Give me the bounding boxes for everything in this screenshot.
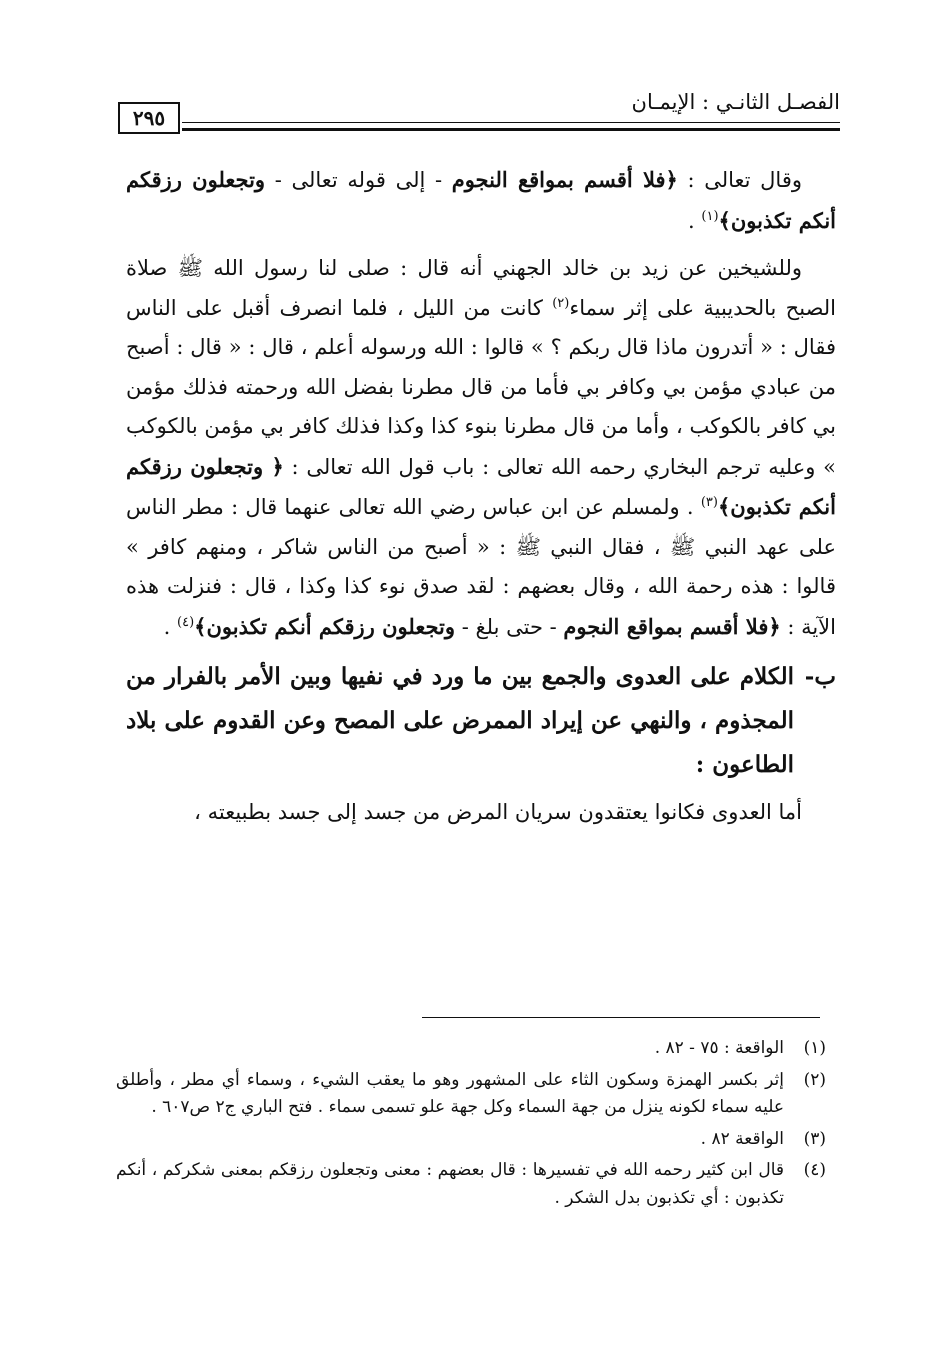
page-header (118, 84, 840, 136)
quran-quote: ﴿ وتجعلون رزقكم أنكم تكذبون﴾ (126, 453, 836, 519)
text-segment: . (688, 208, 702, 233)
footnote-number: (٤) (803, 1160, 826, 1180)
chapter-title: الفصـل الثانـي : الإيمـان (631, 90, 840, 114)
footnote-ref-3: (٣) (700, 495, 718, 510)
text-segment: - حتى بلغ - (455, 614, 564, 639)
main-text (126, 160, 836, 841)
text-segment: . ولمسلم عن ابن عباس رضي الله تعالى عنهما قال : مطر الناس على عهد النبي ﷺ ، فقال النبي ﷺ : « أصبح من الناس شاكر ، ومنهم كافر » قالوا : هذه رحمة الله ، وقال بعضهم : لقد صدق نوء كذا وكذا ، قال : فنزلت هذه الآية : (126, 495, 836, 639)
footnote-ref-4: (٤) (177, 614, 195, 630)
footnote-2 (116, 1067, 826, 1122)
quran-quote: وتجعلون رزقكم أنكم تكذبون﴾ (126, 167, 836, 233)
paragraph-1 (126, 160, 836, 241)
footnote-text: إثر بكسر الهمزة وسكون الثاء على المشهور وهو ما يعقب الشيء ، وسماء أي مطر ، وأطلق عليه سماء لكونه ينزل من جهة السماء وكل جهة علو تسمى سماء . فتح الباري ج٢ ص٦٠٧ . (116, 1069, 784, 1117)
section-letter: ب- (804, 663, 836, 690)
footnote-text: قال ابن كثير رحمه الله في تفسيرها : قال بعضهم : معنى وتجعلون رزقكم بمعنى شكركم ، أنكم تكذبون : أي تكذبون بدل الشكر . (116, 1160, 785, 1208)
quran-quote: ﴿فلا أقسم بمواقع النجوم (563, 613, 781, 639)
text-segment: . (163, 614, 178, 639)
paragraph-2 (126, 249, 836, 647)
section-heading-text: الكلام على العدوى والجمع بين ما ورد في نفيها وبين الأمر بالفرار من المجذوم ، والنهي عن إيراد الممرض على المصح وعن القدوم على بلاد الطاعون : (126, 663, 794, 778)
text-segment: وللشيخين عن زيد بن خالد الجهني أنه قال : صلى لنا رسول الله ﷺ صلاة الصبح بالحديبية على إثر سماء (126, 256, 837, 320)
text-segment: - إلى قوله تعالى - (265, 168, 452, 192)
paragraph-3: أما العدوى فكانوا يعتقدون سريان المرض من جسد إلى جسد بطبيعته ، (194, 800, 802, 824)
quran-quote: ﴿فلا أقسم بمواقع النجوم (451, 167, 678, 192)
footnote-text: الواقعة : ٧٥ - ٨٢ . (654, 1038, 784, 1058)
footnote-ref-1: (١) (701, 208, 719, 224)
footnote-4 (116, 1157, 826, 1212)
footnote-number: (٣) (803, 1128, 826, 1149)
page-number: ٢٩٥ (118, 102, 180, 134)
footnote-number: (٢) (803, 1069, 826, 1090)
text-segment: وقال تعالى : (677, 168, 802, 192)
text-segment: كانت من الليل ، فلما انصرف أقبل على الناس فقال : « أتدرون ماذا قال ربكم ؟ » قالوا : الله ورسوله أعلم ، قال : « قال : أصبح من عبادي مؤمن بي وكافر بي فأما من قال مطرنا بفضل الله ورحمته فذلك مؤمن بي كافر بالكوكب ، وأما من قال مطرنا بنوء كذا وكذا فذلك كافر بي مؤمن بالكوكب » وعليه ترجم البخاري رحمه الله تعالى : باب قول الله تعالى : (126, 295, 837, 479)
quran-quote: وتجعلون رزقكم أنكم تكذبون﴾ (194, 613, 456, 639)
footnote-separator (422, 1017, 820, 1018)
footnotes (116, 1035, 826, 1216)
header-rule (182, 122, 840, 131)
footnote-1 (116, 1035, 826, 1063)
footnote-3 (116, 1126, 826, 1154)
section-heading (126, 655, 836, 787)
footnote-number: (١) (803, 1038, 826, 1058)
footnote-ref-2: (٢) (552, 295, 570, 311)
footnote-text: الواقعة ٨٢ . (700, 1128, 784, 1149)
